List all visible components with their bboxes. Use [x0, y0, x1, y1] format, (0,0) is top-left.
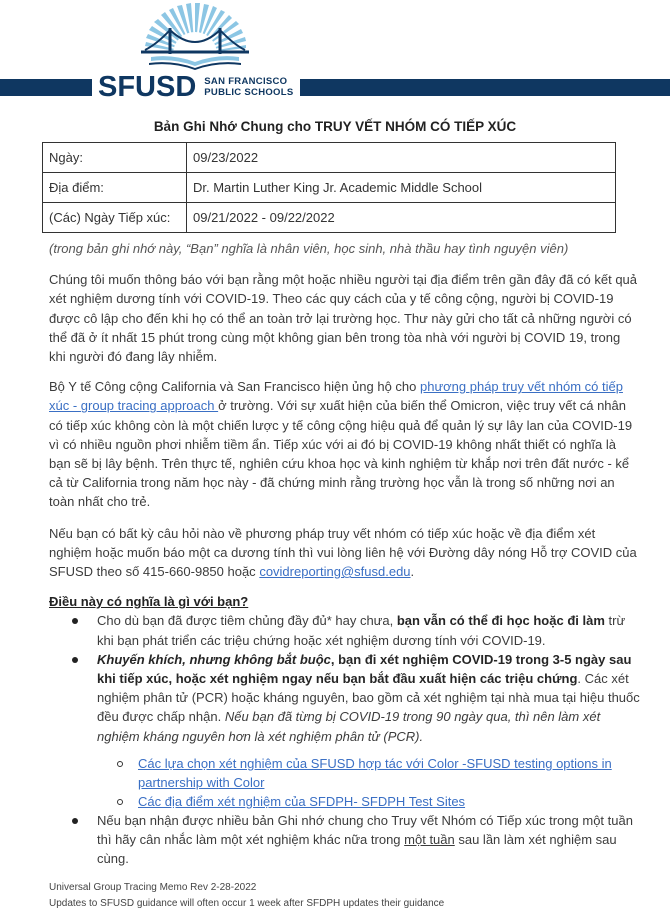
memo-footer [49, 880, 640, 916]
exposure-dates-label: (Các) Ngày Tiếp xúc: [43, 203, 187, 233]
sfusd-logo-icon [115, 2, 275, 74]
update-note: Updates to SFUSD guidance will often occur 1 week after SFDPH updates their guidance [49, 898, 445, 910]
group-tracing-paragraph [49, 377, 639, 511]
bullet-text: sau lần làm xét nghiệm sau cùng. [97, 832, 617, 867]
revision-note: Universal Group Tracing Memo Rev 2-28-2022 [49, 882, 257, 894]
bullet-icon [72, 657, 78, 663]
bullet-text: trừ khi bạn phát triển các triệu chứng hoặc xét nghiệm dương tính với COVID-19. [97, 613, 626, 648]
letterhead [0, 0, 670, 108]
sfdph-test-sites-link[interactable]: Các địa điểm xét nghiệm của SFDPH- SFDPH Test Sites [138, 793, 466, 809]
bullet-text: Cho dù bạn đã được tiêm chủng đầy đủ* hay chưa, [97, 613, 397, 629]
bullet-bold-italic-text: Khuyến khích, nhưng không bắt buộc [97, 651, 331, 667]
guidance-list [49, 650, 640, 746]
paragraph-text: Nếu bạn có bất kỳ câu hỏi nào về phương pháp truy vết nhóm có tiếp xúc hoặc về địa điểm xét nghiệm hoặc muốn báo một ca dương tính thì vui lòng liên hệ với Đường dây nóng Hỗ trợ COVID của SFUSD theo số 415-660-9850 hoặc [49, 525, 637, 580]
header-bar-right [300, 79, 670, 96]
table-row [43, 173, 616, 203]
bullet-bold-text: bạn vẫn có thể đi học hoặc đi làm [396, 613, 605, 629]
paragraph-text: ở trường. Với sự xuất hiện của biến thể Omicron, việc truy vết cá nhân có tiếp xúc không còn là một chiến lược y tế công cộng hiệu quả để quản lý sự lây lan của COVID-19 vì có nhiều nguồn phơi nhiễm tiềm ẩn. Tiếp xúc với ai đó bị COVID-19 không nhất thiết có nghĩa là bạn sẽ bị lây bệnh. Trên thực tế, nghiên cứu khoa học và kinh nghiệm từ khắp nơi trên đất nước - kể cả từ California trong năm học này - đã chứng minh rằng trường học vẫn là trong số những nơi an toàn nhất cho trẻ. [49, 398, 633, 510]
bullet-italic-text: Nếu bạn đã từng bị COVID-19 trong 90 ngày qua, thì nên làm xét nghiệm kháng nguyên hơn là xét nghiệm phân tử (PCR). [97, 709, 601, 744]
bullet-icon [72, 818, 78, 824]
contact-paragraph [49, 524, 639, 582]
date-label: Ngày: [43, 143, 187, 173]
paragraph-text: Bộ Y tế Công cộng California và San Francisco hiện ủng hộ cho [49, 379, 420, 395]
guidance-list [49, 611, 640, 649]
sfusd-color-testing-link[interactable]: Các lựa chọn xét nghiệm của SFUSD hợp tác với Color -SFUSD testing options in partnership with Color [138, 755, 612, 790]
list-item [117, 792, 640, 811]
intro-paragraph: Chúng tôi muốn thông báo với bạn rằng một hoặc nhiều người tại địa điểm trên gần đây đã có kết quả xét nghiệm dương tính với COVID-19. Theo các quy cách của y tế công cộng, người bị COVID-19 được cô lập cho đến khi họ có thể an toàn trở lại trường học. Thư này gửi cho tất cả những người có thể đã ở ít nhất 15 phút trong cùng một không gian bên trong tòa nhà với người bị COVID 19, trong khi người đó đang lây nhiễm. [49, 272, 638, 365]
email-link[interactable]: covidreporting@sfusd.edu [259, 564, 411, 580]
memo-body [0, 118, 670, 916]
sub-bullet-icon [117, 761, 123, 767]
location-label: Địa điểm: [43, 173, 187, 203]
bullet-text: Nếu bạn nhận được nhiều bản Ghi nhớ chung cho Truy vết Nhóm có Tiếp xúc trong một tuần thì hãy cân nhắc làm một xét nghiệm khác nữa trong [97, 812, 633, 848]
group-tracing-link[interactable]: phương pháp truy vết nhóm có tiếp xúc - group tracing approach [49, 379, 623, 414]
list-item [72, 650, 640, 746]
sfusd-wordmark: SFUSD [98, 71, 197, 103]
header-bar-left [0, 79, 92, 96]
table-row [43, 203, 616, 233]
org-fullname [204, 76, 293, 98]
sub-bullet-icon [117, 799, 123, 805]
list-item [72, 611, 640, 649]
bullet-bold-text: , bạn đi xét nghiệm COVID-19 trong 3-5 ngày sau khi tiếp xúc, hoặc xét nghiệm ngay nếu bạn bắt đầu xuất hiện các triệu chứng [97, 651, 632, 687]
testing-links-list [49, 754, 640, 811]
section-heading: Điều này có nghĩa là gì với bạn? [49, 594, 249, 610]
location-value: Dr. Martin Luther King Jr. Academic Middle School [187, 173, 616, 203]
bullet-text: . Các xét nghiệm phân tử (PCR) hoặc kháng nguyên, bao gồm cả xét nghiệm tại nhà mua tại hiệu thuốc đều được chấp nhận. [97, 671, 640, 725]
org-name-line2: PUBLIC SCHOOLS [204, 87, 294, 98]
memo-title: Bản Ghi Nhớ Chung cho TRUY VẾT NHÓM CÓ TIẾP XÚC [153, 119, 517, 134]
definition-note: (trong bản ghi nhớ này, “Bạn” nghĩa là nhân viên, học sinh, nhà thầu hay tình nguyện viên) [49, 241, 569, 256]
list-item [117, 754, 640, 792]
exposure-dates-value: 09/21/2022 - 09/22/2022 [187, 203, 616, 233]
bullet-underlined-text: một tuần [404, 832, 455, 848]
memo-info-table [42, 142, 616, 233]
bullet-icon [72, 618, 78, 624]
brand-row [0, 71, 670, 103]
org-name-line1: SAN FRANCISCO [204, 76, 288, 87]
list-item [72, 811, 640, 869]
guidance-list [49, 811, 640, 869]
date-value: 09/23/2022 [187, 143, 616, 173]
paragraph-text: . [410, 564, 415, 580]
table-row [43, 143, 616, 173]
